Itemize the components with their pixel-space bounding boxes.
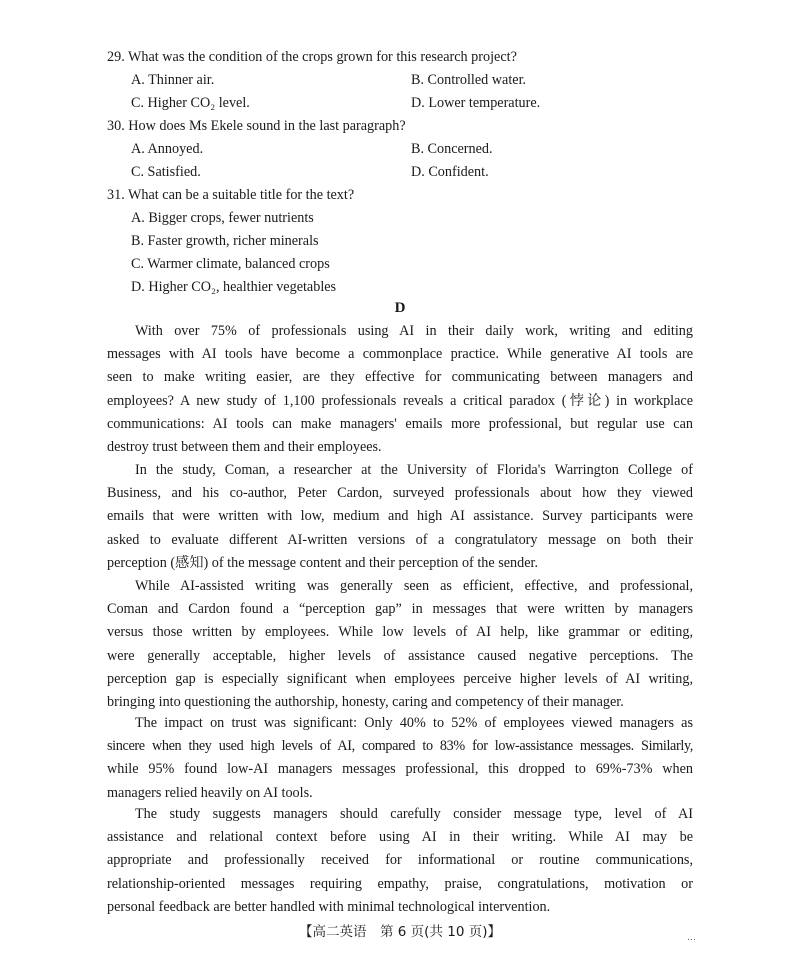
- question-31-option-a: A. Bigger crops, fewer nutrients: [131, 210, 314, 226]
- question-31-option-c: C. Warmer climate, balanced crops: [131, 256, 330, 272]
- paragraph-line: asked to evaluate different AI-written versions of a congratulatory message on both their: [107, 531, 693, 548]
- question-31-stem: 31. What can be a suitable title for the text?: [107, 187, 355, 203]
- section-heading: D: [394, 300, 406, 316]
- paragraph-line: destroy trust between them and their employees.: [107, 438, 382, 455]
- question-29-stem: 29. What was the condition of the crops grown for this research project?: [107, 49, 517, 65]
- paragraph-line: In the study, Coman, a researcher at the University of Florida's Warrington College of: [135, 462, 693, 478]
- passage-paragraph-5: [107, 803, 693, 919]
- paragraph-line: While AI-assisted writing was generally seen as efficient, effective, and professional,: [135, 578, 693, 594]
- passage-paragraph-3: [107, 575, 693, 714]
- question-30-stem: 30. How does Ms Ekele sound in the last paragraph?: [107, 118, 406, 134]
- paragraph-line: The impact on trust was significant: Only 40% to 52% of employees viewed managers as: [135, 715, 693, 731]
- paragraph-line: assistance and relational context before using AI in their writing. While AI may be: [107, 829, 693, 846]
- paragraph-line: appropriate and professionally received for informational or routine communications,: [107, 852, 693, 869]
- question-29-option-c: C. Higher CO₂ level.: [131, 95, 250, 111]
- question-31-option-b: B. Faster growth, richer minerals: [131, 233, 319, 249]
- passage-paragraph-4: [107, 712, 693, 805]
- question-30-option-b: B. Concerned.: [411, 141, 493, 157]
- passage-paragraph-1: [107, 320, 693, 459]
- paragraph-line: seen to make writing easier, are they effective for communicating between managers and: [107, 369, 693, 386]
- question-30-option-a: A. Annoyed.: [131, 141, 204, 157]
- page-footer: 【高二英语 第 6 页(共 10 页)】: [299, 924, 501, 940]
- passage-paragraph-2: [107, 459, 693, 575]
- question-29-option-b: B. Controlled water.: [411, 72, 527, 88]
- paragraph-line: sincere when they used high levels of AI, compared to 83% for low-assistance messages. Similarly,: [107, 738, 693, 755]
- paragraph-line: were generally acceptable, higher levels of assistance caused negative perceptions. The: [107, 647, 693, 664]
- paragraph-line: employees? A new study of 1,100 professionals reveals a critical paradox (悖论) in workplace: [107, 392, 693, 409]
- paragraph-line: perception (感知) of the message content and their perception of the sender.: [107, 554, 538, 571]
- paragraph-line: bringing into questioning the authorship, honesty, caring and competency of their manager.: [107, 693, 624, 710]
- paragraph-line: perception gap is especially significant when employees perceive higher levels of AI writing,: [107, 670, 693, 687]
- question-29-option-a: A. Thinner air.: [131, 72, 215, 88]
- paragraph-line: The study suggests managers should carefully consider message type, level of AI: [135, 806, 693, 822]
- paragraph-line: while 95% found low-AI managers messages professional, this dropped to 69%-73% when: [107, 761, 693, 778]
- paragraph-line: Business, and his co-author, Peter Cardon, surveyed professionals about how they viewed: [107, 485, 693, 502]
- paragraph-line: versus those written by employees. While low levels of AI help, like grammar or editing,: [107, 624, 693, 641]
- question-31-option-d: D. Higher CO₂, healthier vegetables: [131, 279, 337, 295]
- paragraph-line: messages with AI tools have become a commonplace practice. While generative AI tools are: [107, 346, 693, 363]
- paragraph-line: communications: AI tools can make managers' emails more professional, but regular use can: [107, 415, 693, 432]
- paragraph-line: personal feedback are better handled with minimal technological intervention.: [107, 898, 551, 915]
- paragraph-line: Coman and Cardon found a “perception gap” in messages that were written by managers: [107, 601, 693, 618]
- paragraph-line: relationship-oriented messages requiring empathy, praise, congratulations, motivation or: [107, 875, 693, 892]
- corner-mark: …: [687, 932, 696, 942]
- question-30-option-d: D. Confident.: [411, 164, 489, 180]
- question-29-option-d: D. Lower temperature.: [411, 95, 541, 111]
- paragraph-line: With over 75% of professionals using AI in their daily work, writing and editing: [135, 323, 693, 339]
- paragraph-line: emails that were written with low, medium and high AI assistance. Survey participants were: [107, 508, 693, 525]
- question-30-option-c: C. Satisfied.: [131, 164, 201, 180]
- paragraph-line: managers relied heavily on AI tools.: [107, 784, 313, 801]
